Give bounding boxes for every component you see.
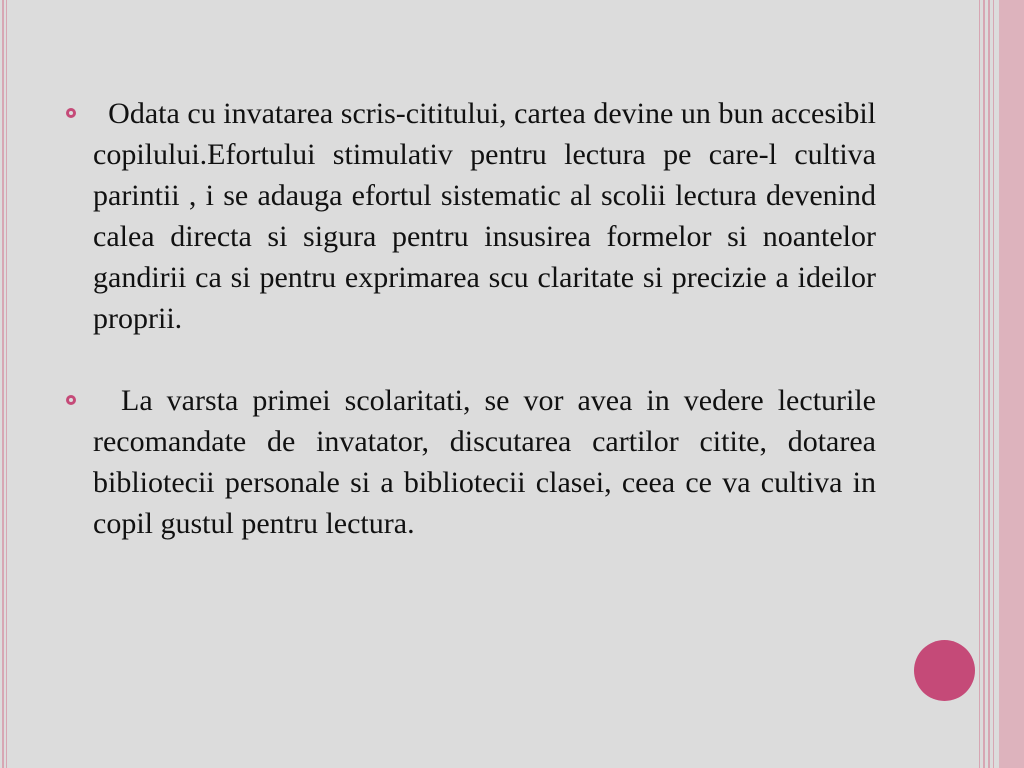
right-border-line: [979, 0, 980, 768]
decorative-circle: [914, 640, 975, 701]
bullet-paragraph: [62, 93, 876, 339]
circle-bullet-icon: [66, 395, 76, 405]
circle-bullet-icon: [66, 108, 76, 118]
slide-content: [62, 93, 876, 544]
bullet-text: La varsta primei scolaritati, se vor avea in vedere lecturile recomandate de invatator, discutarea cartilor citite, dotarea bibliotecii personale si a bibliotecii clasei, ceea ce va cultiva in copil gustul pentru lectura.: [93, 384, 876, 540]
right-border-line: [993, 0, 994, 768]
left-border-line: [6, 0, 7, 768]
bullet-text: Odata cu invatarea scris-cititului, cartea devine un bun accesibil copilului.Efortului stimulativ pentru lectura pe care-l cultiva parintii , i se adauga efortul sistematic al scolii lectura devenind calea directa si sigura pentru insusirea formelor si noantelor gandirii ca si pentru exprimarea scu claritate si precizie a ideilor proprii.: [93, 97, 876, 335]
left-border-line: [2, 0, 4, 768]
bullet-paragraph: [62, 380, 876, 544]
right-border-band: [999, 0, 1024, 768]
right-border-line: [988, 0, 990, 768]
right-border-line: [983, 0, 985, 768]
